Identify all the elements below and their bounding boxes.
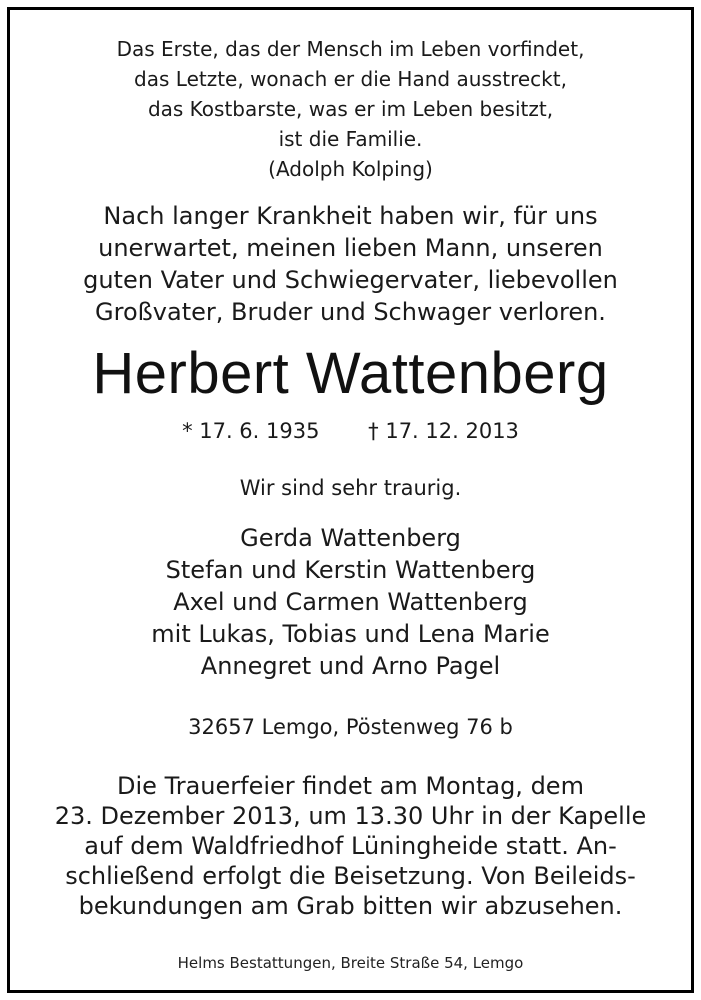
undertaker-credit: Helms Bestattungen, Breite Straße 54, Lemgo [177, 954, 524, 972]
obituary-notice [10, 10, 691, 990]
quote-line: das Letzte, wonach er die Hand ausstreckt, [134, 67, 567, 91]
mourner-line: mit Lukas, Tobias und Lena Marie [151, 620, 550, 648]
birth-date: * 17. 6. 1935 [182, 419, 320, 443]
intro-line: guten Vater und Schwiegervater, liebevollen [83, 266, 618, 294]
service-line: 23. Dezember 2013, um 13.30 Uhr in der Kapelle [54, 802, 647, 830]
mourner-line: Annegret und Arno Pagel [200, 652, 501, 680]
service-line: schließend erfolgt die Beisetzung. Von Beileids- [65, 862, 636, 890]
mourner-line: Stefan und Kerstin Wattenberg [165, 556, 536, 584]
deceased-name: Herbert Wattenberg [92, 341, 609, 406]
service-line: Die Trauerfeier findet am Montag, dem [117, 772, 584, 800]
quote-line: Das Erste, das der Mensch im Leben vorfindet, [116, 37, 585, 61]
obituary-frame [7, 7, 694, 993]
intro-line: Nach langer Krankheit haben wir, für uns [103, 202, 598, 230]
intro-text [10, 200, 691, 328]
service-line: bekundungen am Grab bitten wir abzusehen. [78, 892, 623, 920]
intro-line: unerwartet, meinen lieben Mann, unseren [98, 234, 603, 262]
mourners-list [10, 522, 691, 682]
funeral-service-info [10, 771, 691, 921]
quote-line: das Kostbarste, was er im Leben besitzt, [147, 97, 554, 121]
life-dates [10, 415, 691, 447]
sentiment-line: Wir sind sehr traurig. [239, 476, 462, 500]
family-address: 32657 Lemgo, Pöstenweg 76 b [188, 715, 513, 739]
mourner-line: Gerda Wattenberg [240, 524, 461, 552]
death-date: † 17. 12. 2013 [368, 419, 519, 443]
quote-attribution: (Adolph Kolping) [268, 157, 433, 181]
service-line: auf dem Waldfriedhof Lüningheide statt. An- [84, 832, 617, 860]
family-quote [10, 34, 691, 184]
mourner-line: Axel und Carmen Wattenberg [173, 588, 528, 616]
quote-line: ist die Familie. [278, 127, 423, 151]
intro-line: Großvater, Bruder und Schwager verloren. [95, 298, 606, 326]
